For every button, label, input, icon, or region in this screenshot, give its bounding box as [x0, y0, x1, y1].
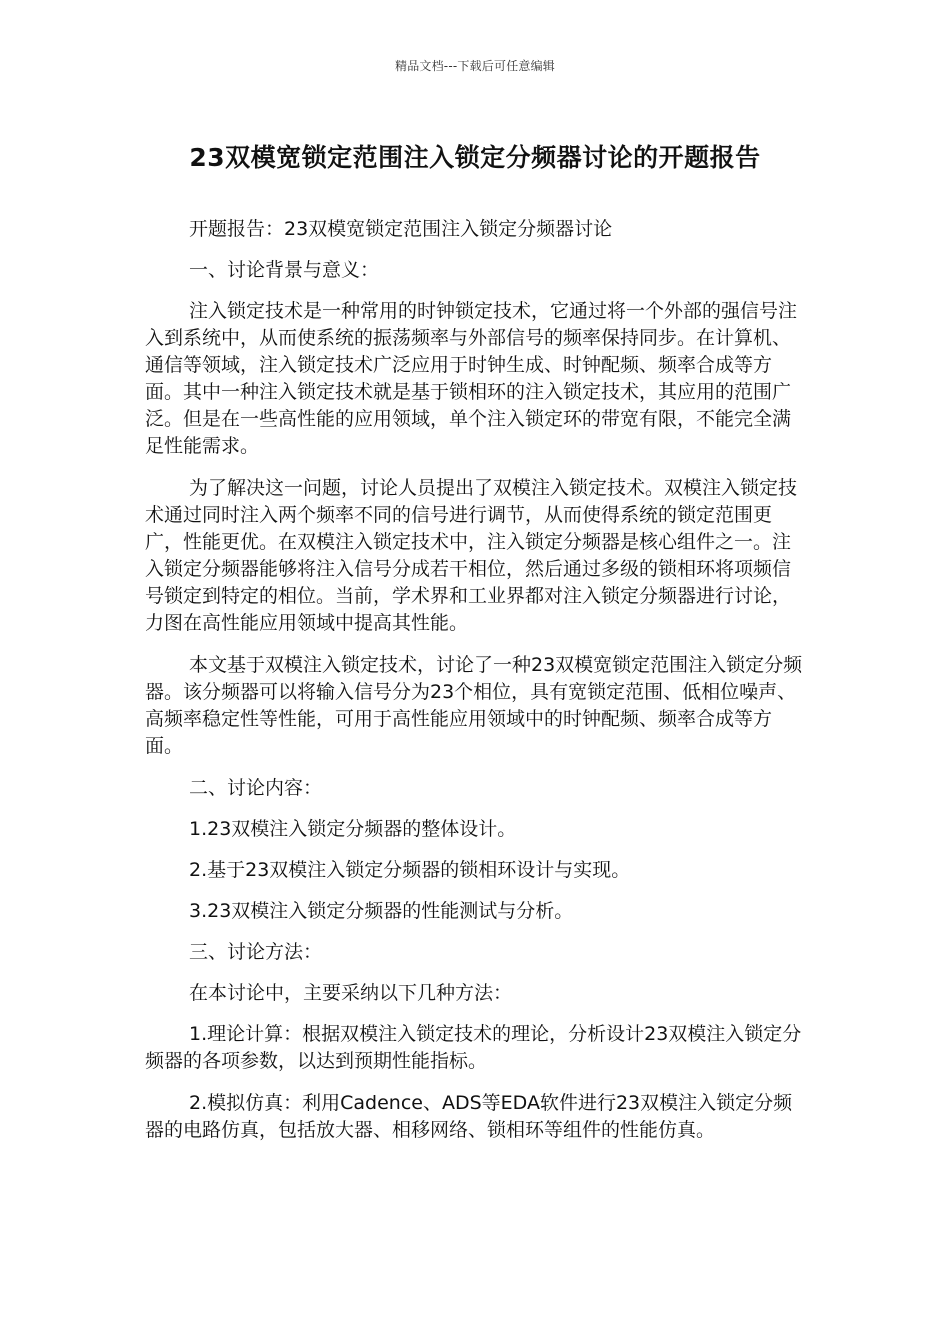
document-body: [145, 216, 807, 1159]
body-paragraph: 注入锁定技术是一种常用的时钟锁定技术，它通过将一个外部的强信号注入到系统中，从而使系统的振荡频率与外部信号的频率保持同步。在计算机、通信等领域，注入锁定技术广泛应用于时钟生成、时钟配频、频率合成等方面。其中一种注入锁定技术就是基于锁相环的注入锁定技术，其应用的范围广泛。但是在一些高性能的应用领域，单个注入锁定环的带宽有限，不能完全满足性能需求。: [145, 300, 798, 457]
section-heading-background: 一、讨论背景与意义：: [189, 259, 380, 281]
section-heading-method: 三、讨论方法：: [189, 941, 323, 963]
body-paragraph: 在本讨论中，主要采纳以下几种方法：: [189, 982, 513, 1004]
section-heading-content: 二、讨论内容：: [189, 777, 323, 799]
list-item: 2.模拟仿真：利用Cadence、ADS等EDA软件进行23双模注入锁定分频器的电路仿真，包括放大器、相移网络、锁相环等组件的性能仿真。: [145, 1092, 793, 1141]
list-item: 1.理论计算：根据双模注入锁定技术的理论，分析设计23双模注入锁定分频器的各项参数，以达到预期性能指标。: [145, 1023, 802, 1072]
document-title: 23双模宽锁定范围注入锁定分频器讨论的开题报告: [189, 143, 761, 172]
report-subtitle-paragraph: 开题报告：23双模宽锁定范围注入锁定分频器讨论: [189, 218, 613, 240]
body-paragraph: 本文基于双模注入锁定技术，讨论了一种23双模宽锁定范围注入锁定分频器。该分频器可以将输入信号分为23个相位，具有宽锁定范围、低相位噪声、高频率稳定性等性能，可用于高性能应用领域中的时钟配频、频率合成等方面。: [145, 654, 803, 757]
list-item: 2.基于23双模注入锁定分频器的锁相环设计与实现。: [189, 859, 631, 881]
body-paragraph: 为了解决这一问题，讨论人员提出了双模注入锁定技术。双模注入锁定技术通过同时注入两个频率不同的信号进行调节，从而使得系统的锁定范围更广，性能更优。在双模注入锁定技术中，注入锁定分频器是核心组件之一。注入锁定分频器能够将注入信号分成若干相位，然后通过多级的锁相环将项频信号锁定到特定的相位。当前，学术界和工业界都对注入锁定分频器进行讨论，力图在高性能应用领域中提高其性能。: [145, 477, 798, 634]
header-note: 精品文档---下载后可任意编辑: [395, 59, 555, 73]
list-item: 3.23双模注入锁定分频器的性能测试与分析。: [189, 900, 574, 922]
list-item: 1.23双模注入锁定分频器的整体设计。: [189, 818, 517, 840]
